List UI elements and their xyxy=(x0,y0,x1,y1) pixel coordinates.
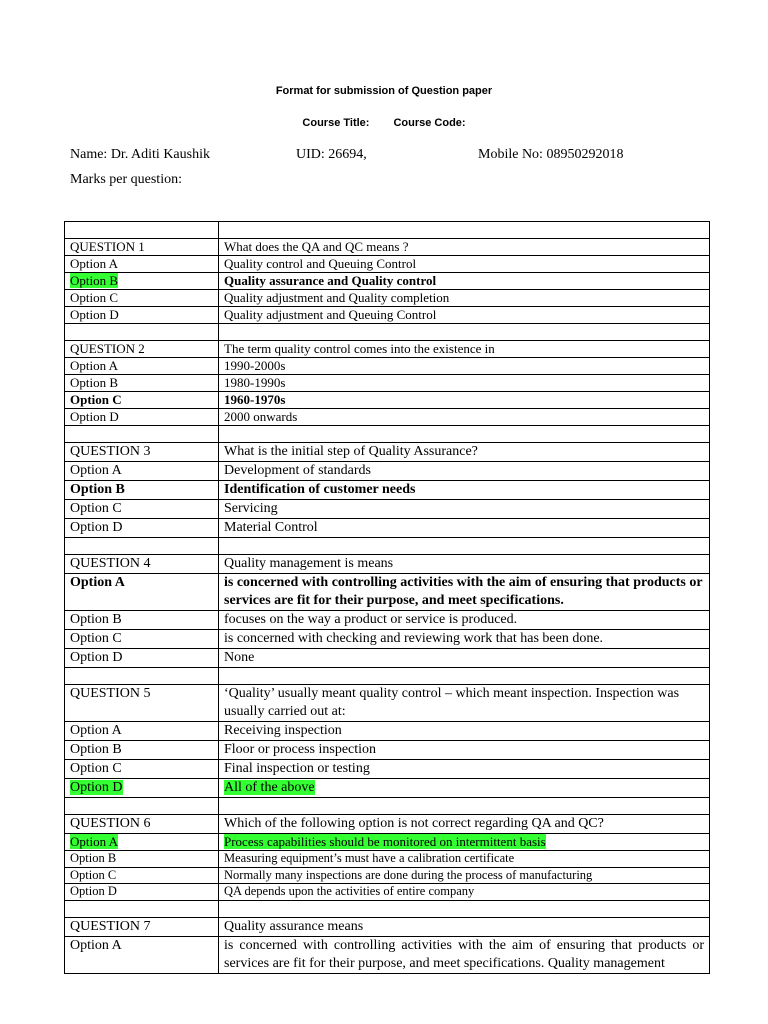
option-text: Quality adjustment and Queuing Control xyxy=(219,307,710,324)
option-label: Option D xyxy=(65,884,219,901)
option-text: QA depends upon the activities of entire company xyxy=(219,884,710,901)
correct-answer-highlight: All of the above xyxy=(224,780,315,795)
document-title: Format for submission of Question paper xyxy=(275,85,493,97)
author-uid: UID: 26694, xyxy=(296,147,367,162)
question-label: QUESTION 6 xyxy=(65,815,219,834)
course-line xyxy=(0,117,768,129)
option-text: Receiving inspection xyxy=(219,722,710,741)
option-text: is concerned with checking and reviewing work that has been done. xyxy=(219,630,710,649)
option-row xyxy=(65,409,710,426)
option-row xyxy=(65,358,710,375)
question-text: What is the initial step of Quality Assurance? xyxy=(219,443,710,462)
question-row xyxy=(65,555,710,574)
option-label: Option D xyxy=(65,649,219,668)
option-label xyxy=(65,273,219,290)
option-text: Material Control xyxy=(219,519,710,538)
option-row xyxy=(65,519,710,538)
option-row xyxy=(65,867,710,884)
option-label: Option A xyxy=(65,358,219,375)
question-row xyxy=(65,917,710,936)
option-row xyxy=(65,290,710,307)
option-label-correct: Option C xyxy=(65,392,219,409)
option-row xyxy=(65,500,710,519)
option-text: 2000 onwards xyxy=(219,409,710,426)
option-text: Normally many inspections are done during the process of manufacturing xyxy=(219,867,710,884)
option-row xyxy=(65,936,710,973)
correct-answer-highlight: Option B xyxy=(70,273,119,288)
option-text: 1990-2000s xyxy=(219,358,710,375)
question-row xyxy=(65,685,710,722)
option-text: Quality control and Queuing Control xyxy=(219,256,710,273)
question-label: QUESTION 7 xyxy=(65,917,219,936)
option-row-correct xyxy=(65,834,710,851)
option-label: Option C xyxy=(65,867,219,884)
option-row xyxy=(65,884,710,901)
option-text-correct: is concerned with controlling activities with the aim of ensuring that products or services are fit for their purpose, and meet specifications. xyxy=(219,574,710,611)
question-text: Which of the following option is not correct regarding QA and QC? xyxy=(219,815,710,834)
course-title-label: Course Title: xyxy=(302,117,370,129)
option-row xyxy=(65,462,710,481)
option-label: Option A xyxy=(65,936,219,973)
question-label: QUESTION 3 xyxy=(65,443,219,462)
option-text: Servicing xyxy=(219,500,710,519)
option-text-correct xyxy=(219,834,710,851)
option-text: Development of standards xyxy=(219,462,710,481)
option-label: Option B xyxy=(65,375,219,392)
option-text: Quality adjustment and Quality completion xyxy=(219,290,710,307)
question-row xyxy=(65,815,710,834)
question-text: ‘Quality’ usually meant quality control – which meant inspection. Inspection was usually carried out at: xyxy=(219,685,710,722)
option-text-correct: Quality assurance and Quality control xyxy=(219,273,710,290)
option-label: Option C xyxy=(65,630,219,649)
option-text: is concerned with controlling activities with the aim of ensuring that products or services are fit for their purpose, and meet specifications. Quality management xyxy=(219,936,710,973)
option-label-correct: Option A xyxy=(65,574,219,611)
option-label: Option B xyxy=(65,741,219,760)
course-code-label: Course Code: xyxy=(393,117,466,129)
blank-row xyxy=(65,324,710,341)
question-text: The term quality control comes into the existence in xyxy=(219,341,710,358)
option-text: 1980-1990s xyxy=(219,375,710,392)
option-row-correct xyxy=(65,779,710,798)
question-label: QUESTION 1 xyxy=(65,239,219,256)
option-row xyxy=(65,256,710,273)
option-row xyxy=(65,722,710,741)
blank-row xyxy=(65,538,710,555)
option-row xyxy=(65,851,710,868)
question-table xyxy=(64,221,710,974)
option-label: Option B xyxy=(65,851,219,868)
option-row xyxy=(65,760,710,779)
question-label: QUESTION 2 xyxy=(65,341,219,358)
option-row-correct xyxy=(65,392,710,409)
option-label: Option C xyxy=(65,290,219,307)
blank-row xyxy=(65,222,710,239)
option-text-correct xyxy=(219,779,710,798)
option-row xyxy=(65,375,710,392)
option-row xyxy=(65,630,710,649)
question-row xyxy=(65,239,710,256)
question-text: Quality assurance means xyxy=(219,917,710,936)
author-name: Name: Dr. Aditi Kaushik xyxy=(70,147,210,162)
question-text: Quality management is means xyxy=(219,555,710,574)
blank-row xyxy=(65,900,710,917)
option-label: Option A xyxy=(65,256,219,273)
option-row xyxy=(65,649,710,668)
option-label: Option A xyxy=(65,722,219,741)
question-row xyxy=(65,341,710,358)
author-mobile: Mobile No: 08950292018 xyxy=(478,147,624,162)
option-row-correct xyxy=(65,574,710,611)
option-label-correct: Option B xyxy=(65,481,219,500)
option-label: Option B xyxy=(65,611,219,630)
question-text: What does the QA and QC means ? xyxy=(219,239,710,256)
option-text: Final inspection or testing xyxy=(219,760,710,779)
option-text: focuses on the way a product or service is produced. xyxy=(219,611,710,630)
option-label: Option A xyxy=(65,462,219,481)
option-row xyxy=(65,741,710,760)
question-row xyxy=(65,443,710,462)
option-label: Option C xyxy=(65,760,219,779)
option-label: Option D xyxy=(65,409,219,426)
option-text-correct: 1960-1970s xyxy=(219,392,710,409)
option-row-correct xyxy=(65,273,710,290)
correct-answer-highlight: Option D xyxy=(70,780,123,795)
option-row xyxy=(65,307,710,324)
question-label: QUESTION 4 xyxy=(65,555,219,574)
option-text: Measuring equipment’s must have a calibration certificate xyxy=(219,851,710,868)
option-text: Floor or process inspection xyxy=(219,741,710,760)
option-label: Option D xyxy=(65,307,219,324)
option-label xyxy=(65,834,219,851)
blank-row xyxy=(65,668,710,685)
question-label: QUESTION 5 xyxy=(65,685,219,722)
option-row xyxy=(65,611,710,630)
blank-row xyxy=(65,798,710,815)
option-row-correct xyxy=(65,481,710,500)
blank-row xyxy=(65,426,710,443)
option-text-correct: Identification of customer needs xyxy=(219,481,710,500)
correct-answer-highlight: Process capabilities should be monitored on intermittent basis xyxy=(224,834,546,849)
marks-per-question: Marks per question: xyxy=(70,172,182,187)
option-text: None xyxy=(219,649,710,668)
option-label xyxy=(65,779,219,798)
correct-answer-highlight: Option A xyxy=(70,834,119,849)
option-label: Option D xyxy=(65,519,219,538)
option-label: Option C xyxy=(65,500,219,519)
